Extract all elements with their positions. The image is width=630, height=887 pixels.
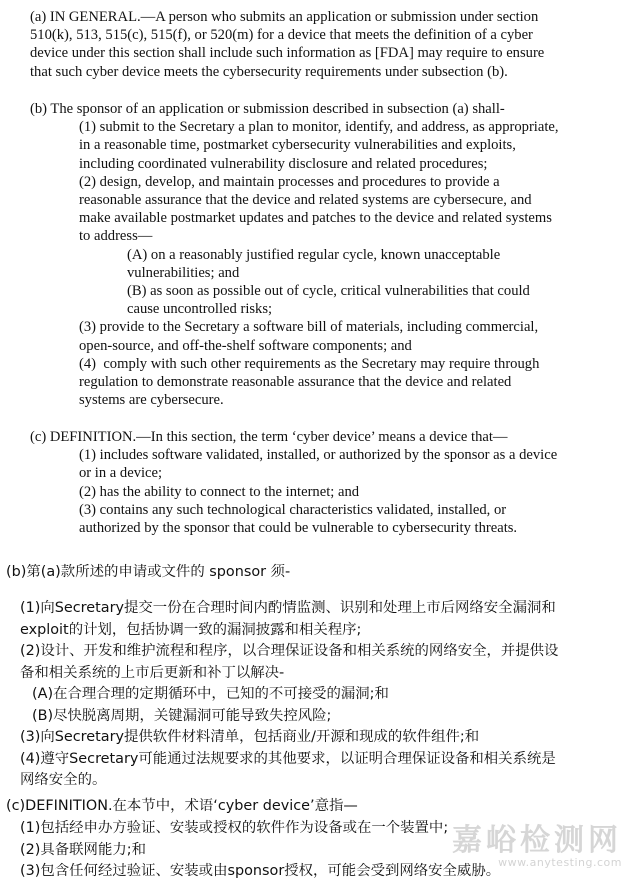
text-line: (4)遵守Secretary可能通过法规要求的其他要求，以证明合理保证设备和相关系统是 xyxy=(20,750,556,767)
text-line: (B) as soon as possible out of cycle, critical vulnerabilities that could xyxy=(127,283,530,300)
text-line: systems are cybersecure. xyxy=(79,392,224,409)
zh-section-b-items xyxy=(20,598,558,792)
text-line: 网络安全的。 xyxy=(20,772,107,788)
text-line: to address— xyxy=(79,228,153,245)
text-line: in a reasonable time, postmarket cybersecurity vulnerabilities and exploits, xyxy=(79,137,516,154)
text-line: open-source, and off-the-shelf software components; and xyxy=(79,337,412,354)
text-line: (3) contains any such technological characteristics validated, installed, or xyxy=(79,501,507,518)
en-section-b xyxy=(30,100,559,409)
text-line: (a) IN GENERAL.—A person who submits an application or submission under section xyxy=(30,9,539,25)
text-line: (3)包含任何经过验证、安装或由sponsor授权，可能会受到网络安全威胁。 xyxy=(20,863,501,879)
text-line: vulnerabilities; and xyxy=(127,264,240,281)
en-section-a xyxy=(30,8,544,81)
watermark xyxy=(452,825,622,869)
text-line: including coordinated vulnerability disclosure and related procedures; xyxy=(79,155,488,172)
text-line: (3)向Secretary提供软件材料清单，包括商业/开源和现成的软件组件;和 xyxy=(20,729,480,745)
text-line: (B)尽快脱离周期，关键漏洞可能导致失控风险; xyxy=(32,707,332,724)
text-line: (1)包括经申办方验证、安装或授权的软件作为设备或在一个装置中; xyxy=(20,820,449,836)
section-b-subitems xyxy=(79,246,559,319)
watermark-url: www.anytesting.com xyxy=(498,856,622,869)
section-c-items xyxy=(30,446,557,537)
text-line: 510(k), 513, 515(c), 515(f), or 520(m) for a device that meets the definition of a cyber xyxy=(30,27,533,44)
text-line: (3) provide to the Secretary a software bill of materials, including commercial, xyxy=(79,319,539,336)
text-line: (2) design, develop, and maintain processes and procedures to provide a xyxy=(79,173,500,190)
text-line: (1) includes software validated, installed, or authorized by the sponsor as a device xyxy=(79,447,558,464)
text-line: (b)第(a)款所述的申请或文件的 sponsor 须- xyxy=(6,564,291,580)
zh-section-b-heading xyxy=(6,562,290,584)
text-line: (1) submit to the Secretary a plan to monitor, identify, and address, as appropriate, xyxy=(79,119,559,136)
text-line: cause uncontrolled risks; xyxy=(127,301,273,318)
text-line: 备和相关系统的上市后更新和补丁以解决- xyxy=(20,664,285,681)
text-line: (A)在合理合理的定期循环中，已知的不可接受的漏洞;和 xyxy=(32,686,389,702)
text-line: (c)DEFINITION.在本节中，术语‘cyber device’意指— xyxy=(6,798,358,814)
text-line: reasonable assurance that the device and related systems are cybersecure, and xyxy=(79,192,532,209)
text-line: make available postmarket updates and patches to the device and related systems xyxy=(79,210,552,227)
text-line: exploit的计划，包括协调一致的漏洞披露和相关程序; xyxy=(20,621,362,638)
text-line: device under this section shall include such information as [FDA] may require to ensure xyxy=(30,45,545,62)
text-line: (1)向Secretary提交一份在合理时间内酌情监测、识别和处理上市后网络安全漏洞和 xyxy=(20,600,556,616)
en-section-c xyxy=(30,428,557,537)
text-line: regulation to demonstrate reasonable assurance that the device and related xyxy=(79,374,512,391)
text-line: (2)具备联网能力;和 xyxy=(20,841,146,858)
text-line: or in a device; xyxy=(79,465,163,482)
text-line: (4) comply with such other requirements as the Secretary may require through xyxy=(79,355,540,372)
text-line: (A) on a reasonably justified regular cycle, known unacceptable xyxy=(127,246,501,263)
section-b-heading: (b) The sponsor of an application or submission described in subsection (a) shall- xyxy=(30,101,505,117)
watermark-title: 嘉峪检测网 xyxy=(452,823,622,858)
text-line: that such cyber device meets the cybersecurity requirements under subsection (b). xyxy=(30,63,508,80)
zh-section-c-heading xyxy=(6,796,358,818)
zh-section-c-items xyxy=(20,818,500,883)
section-c-heading: (c) DEFINITION.—In this section, the term ‘cyber device’ means a device that— xyxy=(30,429,508,445)
zh-section-b-subitems xyxy=(20,684,558,727)
section-b-items xyxy=(30,118,559,409)
text-line: authorized by the sponsor that could be vulnerable to cybersecurity threats. xyxy=(79,520,518,537)
text-line: (2) has the ability to connect to the internet; and xyxy=(79,483,360,500)
text-line: (2)设计、开发和维护流程和程序，以合理保证设备和相关系统的网络安全，并提供设 xyxy=(20,643,559,659)
